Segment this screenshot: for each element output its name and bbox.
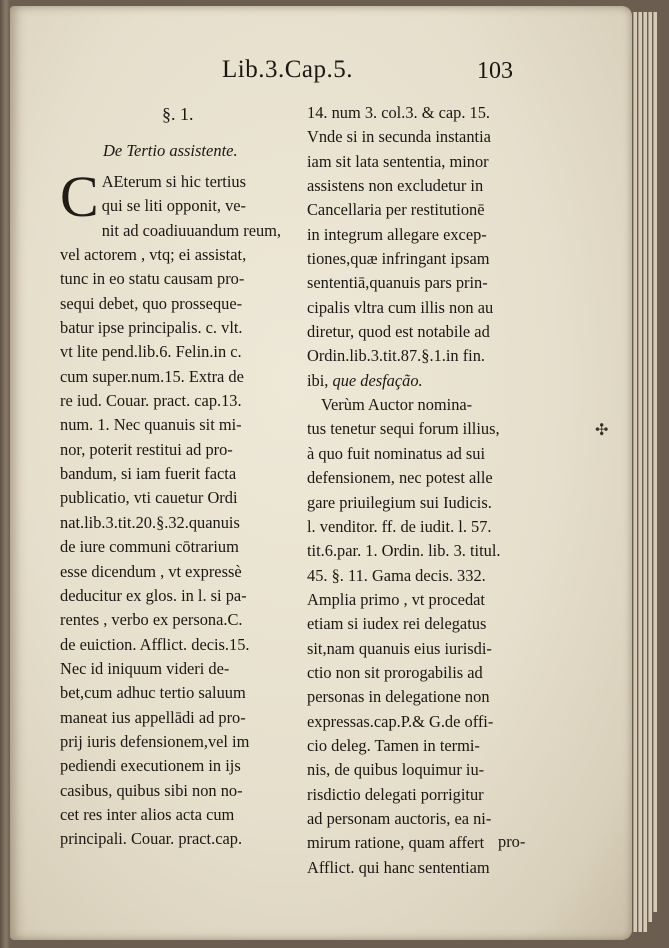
text-line: tiones,quæ infringant ipsam (307, 249, 490, 269)
text-line: gare priuilegium sui Iudicis. (307, 492, 492, 512)
text-line: cet res inter alios acta cum (60, 804, 235, 824)
text-line: iam sit lata sententia, minor (307, 151, 489, 171)
text-line: nit ad coadiuuandum reum, (101, 220, 282, 240)
text-line: defensionem, nec potest alle (307, 468, 493, 488)
text-line: 45. §. 11. Gama decis. 332. (307, 565, 486, 585)
text-line: prij iuris defensionem,vel im (60, 731, 250, 751)
text-line: bandum, si iam fuerit facta (60, 464, 237, 484)
text-line: bet,cum adhuc tertio saluum (60, 683, 246, 703)
page-edge (633, 12, 637, 932)
text-line: à quo fuit nominatus ad sui (307, 443, 486, 463)
text-line: diretur, quod est notabile ad (307, 322, 490, 342)
text-line: Cancellaria per restitutionē (307, 200, 485, 220)
text-line: principali. Couar. pract.cap. (60, 829, 243, 849)
page-edge (648, 12, 652, 922)
text-line: ctio non sit prorogabilis ad (307, 662, 483, 682)
text-line: deducitur ex glos. in l. si pa- (60, 585, 247, 605)
text-line: risdictio delegati porrigitur (307, 784, 484, 804)
text-line: personas in delegatione non (307, 687, 490, 707)
text-line: tus tenetur sequi forum illius, (307, 419, 500, 439)
text-line: AEterum si hic tertius (101, 172, 246, 191)
text-line: l. venditor. ff. de iudit. l. 57. (307, 516, 492, 536)
text-line: 14. num 3. col.3. & cap. 15. (307, 103, 491, 122)
text-line: Ordin.lib.3.tit.87.§.1.in fin. (307, 346, 486, 366)
ibi-prefix: ibi, (307, 370, 333, 390)
text-line: qui se liti opponit, ve- (101, 196, 247, 216)
text-line: in integrum allegare excep- (307, 224, 487, 244)
left-column-text (60, 219, 292, 852)
text-line: casibus, quibus sibi non no- (60, 780, 243, 800)
text-line: tunc in eo statu causam pro- (60, 269, 245, 289)
text-line: publicatio, vti cauetur Ordi (60, 488, 238, 508)
text-line: nat.lib.3.tit.20.§.32.quanuis (60, 512, 240, 532)
text-line: sententiā,quanuis pars prin- (307, 273, 488, 293)
section-title: De Tertio assistente. (103, 141, 238, 160)
text-line: mirum ratione, quam affert (307, 833, 485, 853)
text-line: Afflict. qui hanc sententiam (307, 857, 490, 877)
text-line: vt lite pend.lib.6. Felin.in c. (60, 342, 242, 362)
left-column (60, 96, 292, 852)
text-line: batur ipse principalis. c. vlt. (60, 318, 243, 338)
drop-cap-block (60, 164, 292, 229)
page-edge (653, 12, 657, 912)
text-line: sit,nam quanuis eius iurisdi- (307, 638, 492, 658)
text-line: tit.6.par. 1. Ordin. lib. 3. titul. (307, 541, 501, 561)
page-edge (638, 12, 642, 932)
text-line: ad personam auctoris, ea ni- (307, 808, 492, 828)
text-line-ibi (307, 369, 542, 393)
text-line: vel actorem , vtq; ei assistat, (60, 245, 247, 265)
text-line: pediendi executionem in ijs (60, 756, 241, 776)
text-line: cum super.num.15. Extra de (60, 366, 244, 386)
right-column-text-b (307, 417, 542, 880)
ibi-italic: que desfação. (332, 370, 423, 390)
text-line: Nec id iniquum videri de- (60, 658, 230, 678)
text-line: cio deleg. Tamen in termi- (307, 735, 480, 755)
text-line: etiam si iudex rei delegatus (307, 614, 487, 634)
text-line: Amplia primo , vt procedat (307, 589, 485, 609)
page-number: 103 (477, 58, 513, 84)
text-line: esse dicendum , vt expressè (60, 561, 242, 581)
drop-cap: C (60, 164, 99, 229)
right-column-text-a (307, 101, 542, 369)
text-line: num. 1. Nec quanuis sit mi- (60, 415, 242, 435)
text-line: sequi debet, quo prosseque- (60, 293, 243, 313)
text-line: cipalis vltra cum illis non au (307, 297, 494, 317)
stray-ink-mark: ✣ (595, 420, 609, 439)
page-edge (643, 12, 647, 932)
text-line: assistens non excludetur in (307, 176, 484, 196)
text-line: de iure communi cōtrarium (60, 537, 239, 557)
right-column (307, 101, 542, 880)
text-line: nis, de quibus loquimur iu- (307, 760, 485, 780)
running-head: Lib.3.Cap.5. (222, 56, 353, 83)
text-line: nor, poterit restitui ad pro- (60, 439, 233, 459)
text-line: maneat ius appellādi ad pro- (60, 707, 246, 727)
catchword: pro- (498, 832, 526, 851)
text-line: Vnde si in secunda instantia (307, 127, 491, 147)
text-line: rentes , verbo ex persona.C. (60, 610, 243, 630)
text-line: expressas.cap.P.& G.de offi- (307, 711, 494, 731)
text-line: de euiction. Afflict. decis.15. (60, 634, 250, 654)
paragraph-start: Verùm Auctor nomina- (321, 395, 473, 415)
text-line: re iud. Couar. pract. cap.13. (60, 391, 242, 411)
section-number: §. 1. (162, 104, 194, 124)
